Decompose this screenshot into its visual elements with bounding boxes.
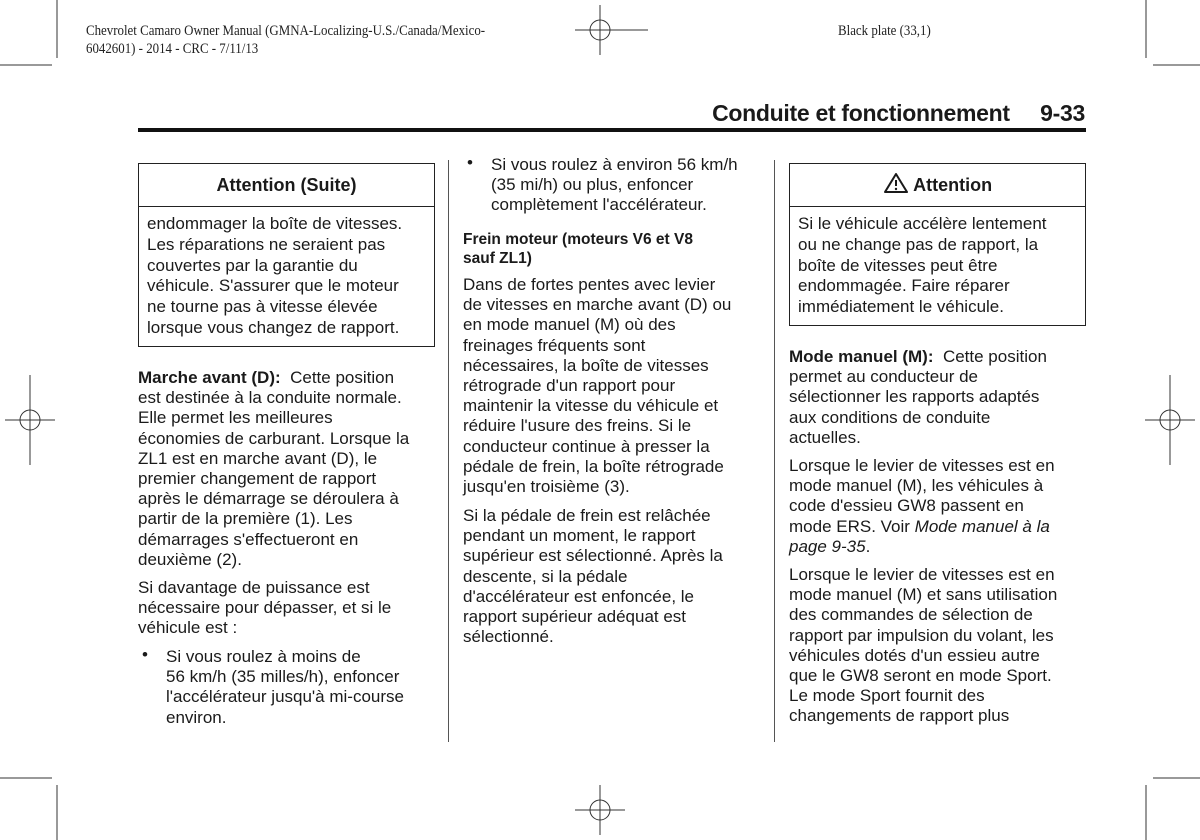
heading-engine-braking: Frein moteur (moteurs V6 et V8 sauf ZL1): [463, 231, 693, 267]
bullet-icon: •: [467, 153, 473, 172]
paragraph-passing: Si davantage de puissance est nécessaire pour dépasser, et si le véhicule est :: [138, 578, 392, 638]
caution-box-title: Attention: [913, 175, 993, 195]
paragraph-manual-mode: [789, 347, 1047, 448]
ers-text: Lorsque le levier de vitesses est en mode manuel (M), les véhicules à code d'essieu GW8 passent en mode ERS. Voir: [789, 456, 1055, 536]
caution-box-title: Attention (Suite): [139, 164, 434, 207]
page-number: 9-33: [1040, 100, 1085, 126]
drive-text: Cette position est destinée à la conduite normale. Elle permet les meilleures économies de carburant. Lorsque la ZL1 est en marche avant (D), le premier changement de rapport après le démarrage se déroulera à partir de la première (1). Les démarrages s'effectueront en deuxième (2).: [138, 368, 410, 569]
paragraph-brake-release: Si la pédale de frein est relâchée pendant un moment, le rapport supérieur est sélectionné. Après la descente, si la pédale d'accélérateur est enfoncée, le rapport supérieur adéquat est sélectionné.: [463, 506, 723, 647]
plate-label: Black plate (33,1): [838, 23, 931, 39]
bullet-icon: •: [142, 645, 148, 664]
paragraph-drive: [138, 368, 409, 570]
bullet-high-speed: Si vous roulez à environ 56 km/h (35 mi/h) ou plus, enfoncer complètement l'accélérateur.: [491, 155, 738, 215]
warning-triangle-icon: [883, 175, 909, 195]
caution-box-title-row: [790, 164, 1085, 207]
manual-mode-reference-link[interactable]: Mode manuel à la page 9-35: [789, 516, 1050, 556]
title-rule: [138, 128, 1086, 132]
paragraph-sport-mode: Lorsque le levier de vitesses est en mode manuel (M) et sans utilisation des commandes de sélection de rapport par impulsion du volant, les véhicules dotés d'un essieu autre que le GW8 seront en mode Sport. Le mode Sport fournit des changements de rapport plus: [789, 565, 1058, 726]
manual-mode-text: Cette position permet au conducteur de sélectionner les rapports adaptés aux conditions de conduite actuelles.: [789, 347, 1047, 447]
section-title: Conduite et fonctionnement: [712, 100, 1010, 126]
column-divider: [448, 160, 449, 742]
term-drive: Marche avant (D):: [138, 368, 281, 387]
paragraph-engine-braking: Dans de fortes pentes avec levier de vitesses en marche avant (D) ou en mode manuel (M) où des freinages fréquents sont nécessaires, la boîte de vitesses rétrograde d'un rapport pour maintenir la vitesse du véhicule et réduire l'usure des freins. Si le conducteur continue à presser la pédale de frein, la boîte rétrograde jusqu'en troisième (3).: [463, 275, 732, 497]
page-title: [712, 100, 1085, 127]
term-manual-mode: Mode manuel (M):: [789, 347, 934, 366]
print-meta: [86, 22, 485, 58]
bullet-slow-speed: Si vous roulez à moins de 56 km/h (35 milles/h), enfoncer l'accélérateur jusqu'à mi-course environ.: [166, 647, 404, 727]
caution-box-body: Si le véhicule accélère lentement ou ne change pas de rapport, la boîte de vitesses peut être endommagée. Faire réparer immédiatement le véhicule.: [798, 214, 1047, 317]
print-meta-line1: Chevrolet Camaro Owner Manual (GMNA-Localizing-U.S./Canada/Mexico-: [86, 23, 486, 39]
caution-box-body: endommager la boîte de vitesses. Les réparations ne seraient pas couvertes par la garantie du véhicule. S'assurer que le moteur ne tourne pas à vitesse élevée lorsque vous changez de rapport.: [147, 214, 403, 337]
paragraph-ers: [789, 456, 1055, 557]
ers-end: .: [865, 536, 871, 556]
caution-box: [789, 163, 1086, 326]
column-divider: [774, 160, 775, 742]
print-meta-line2: 6042601) - 2014 - CRC - 7/11/13: [86, 41, 259, 57]
caution-box-continued: [138, 163, 435, 347]
